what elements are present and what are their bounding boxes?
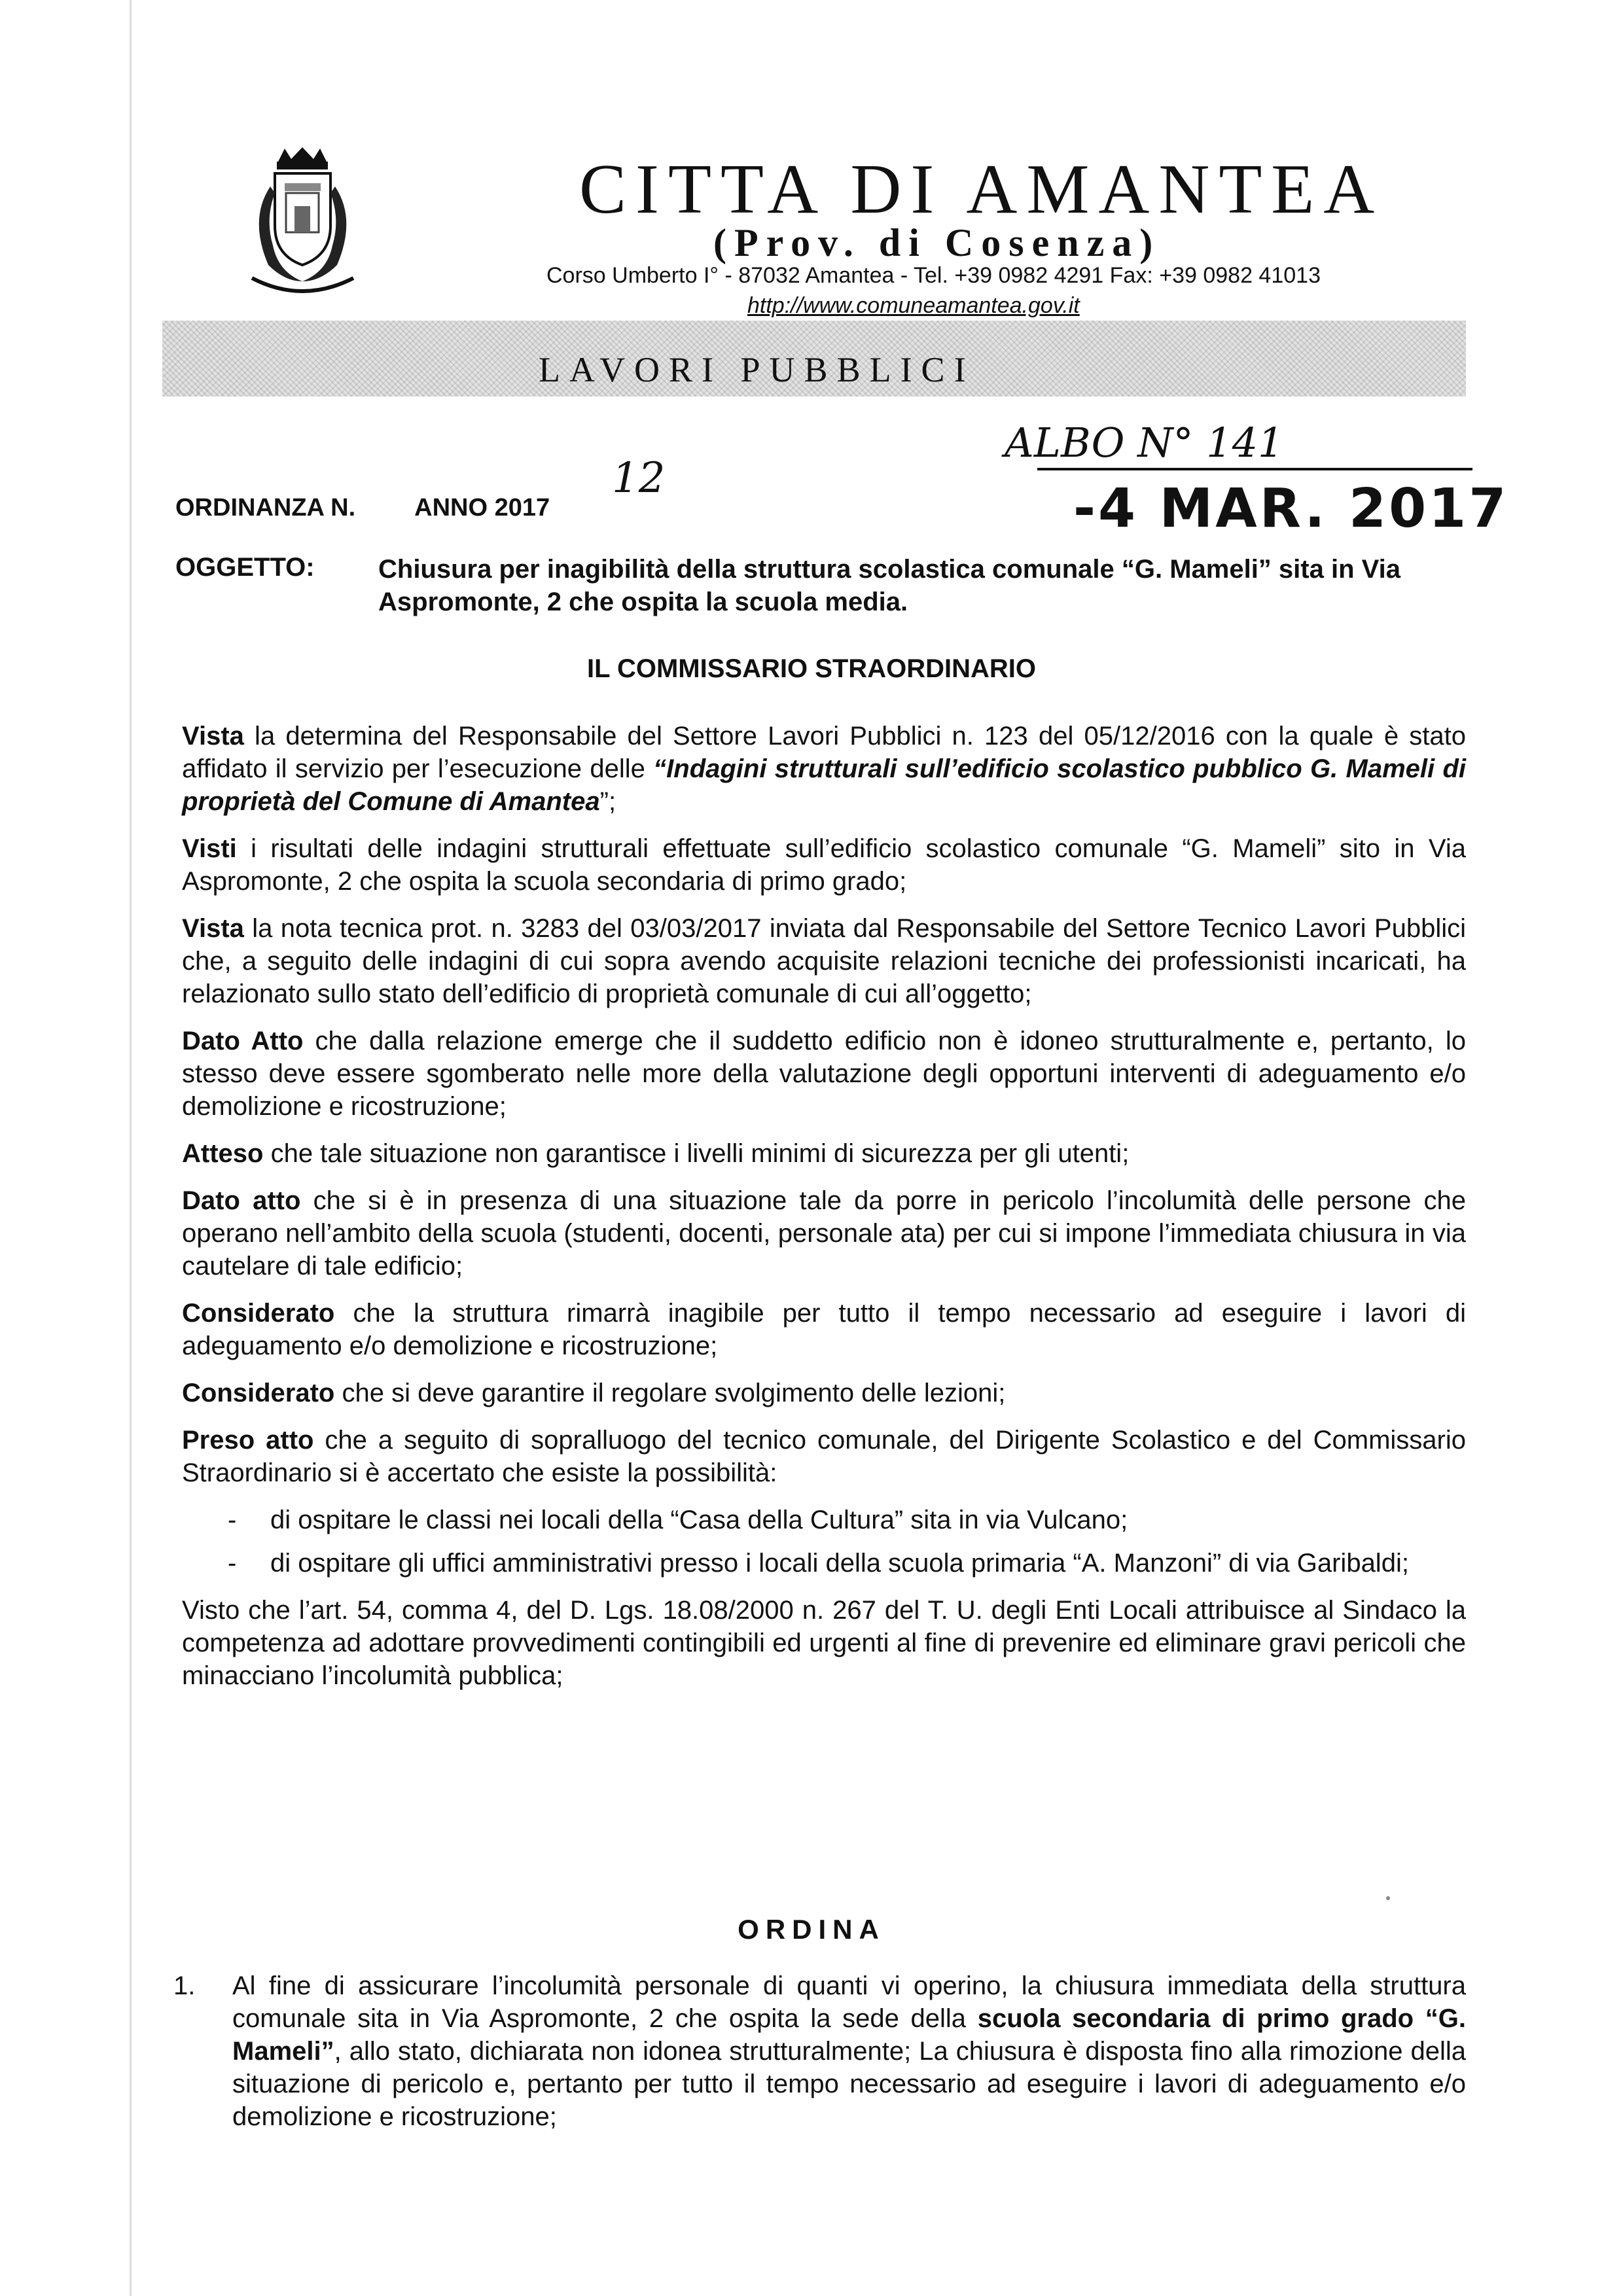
paragraph-considerato-lezioni: Considerato che si deve garantire il regolare svolgimento delle lezioni; (182, 1379, 1006, 1407)
paragraph-considerato-inagibile: Considerato che la struttura rimarrà inagibile per tutto il tempo necessario ad eseguire i lavori di adeguamento e/o demolizione e ricostruzione; (182, 1299, 1466, 1360)
letterhead (0, 0, 1623, 419)
document-body (182, 720, 1466, 1706)
options-list (182, 1504, 1466, 1580)
scan-speck (1386, 1896, 1390, 1900)
ordinance-prefix: ORDINANZA N. (175, 494, 356, 521)
website-link[interactable]: http://www.comuneamantea.gov.it (747, 293, 1080, 318)
contact-address: Corso Umberto I° - 87032 Amantea - Tel. +39 0982 4291 Fax: +39 0982 41013 (546, 263, 1321, 288)
order-heading: ORDINA (738, 1914, 885, 1945)
paragraph-preso-atto: Preso atto che a seguito di sopralluogo del tecnico comunale, del Dirigente Scolastico e del Commissario Straordinario si è accertato che esiste la possibilità: (182, 1426, 1467, 1487)
list-item: - di ospitare gli uffici amministrativi presso i locali della scuola primaria “A. Manzoni” di via Garibaldi; (228, 1549, 1409, 1578)
date-stamp: -4 MAR. 2017 (1073, 478, 1509, 540)
paragraph-atteso: Atteso che tale situazione non garantisce i livelli minimi di sicurezza per gli utenti; (182, 1139, 1130, 1168)
handwritten-ordinance-number: 12 (612, 454, 666, 503)
list-item: - di ospitare le classi nei locali della “Casa della Cultura” sita in via Vulcano; (228, 1506, 1128, 1534)
authority-heading: IL COMMISSARIO STRAORDINARIO (587, 654, 1036, 683)
paragraph-vista-nota: Vista la nota tecnica prot. n. 3283 del 03/03/2017 inviata dal Responsabile del Settore Tecnico Lavori Pubblici che, a seguito delle indagini di cui sopra avendo acquisite relazioni tecniche dei professionisti incaricati, ha relazionato sullo stato dell’edificio di proprietà comunale di cui all’oggetto; (182, 914, 1466, 1008)
paragraph-dato-atto-pericolo: Dato atto che si è in presenza di una situazione tale da porre in pericolo l’incolumità delle persone che operano nell’ambito della scuola (studenti, docenti, personale ata) per cui si impone l’immediata chiusura in via cautelare di tale edificio; (182, 1186, 1466, 1280)
subject-text: Chiusura per inagibilità della struttura scolastica comunale “G. Mameli” sita in Via Aspromonte, 2 che ospita la scuola media. (378, 555, 1400, 616)
handwritten-underline (1037, 468, 1472, 470)
subject-label: OGGETTO: (175, 553, 315, 582)
paragraph-dato-atto-relazione: Dato Atto che dalla relazione emerge che il suddetto edificio non è idoneo strutturalmente e, pertanto, lo stesso deve essere sgomberato nelle more della valutazione degli opportuni interventi di adeguamento e/o demolizione e ricostruzione; (182, 1027, 1466, 1121)
department-label: LAVORI PUBBLICI (539, 350, 975, 389)
order-item-text: Al fine di assicurare l’incolumità personale di quanti vi operino, la chiusura immediata della struttura comunale sita in Via Aspromonte, 2 che ospita la sede della scuola secondaria di primo grado “G. Mameli”, allo stato, dichiarata non idonea strutturalmente; La chiusura è disposta fino alla rimozione della situazione di pericolo e, pertanto per tutto il tempo necessario ad eseguire i lavori di adeguamento e/o demolizione e ricostruzione; (232, 1971, 1466, 2131)
province-subtitle: (Prov. di Cosenza) (713, 221, 1161, 264)
order-item-1 (173, 1969, 1466, 2133)
ordinance-line (175, 494, 550, 522)
municipal-crest-icon (239, 147, 366, 298)
order-item-number: 1. (173, 1971, 196, 2000)
city-title: CITTA DI AMANTEA (579, 150, 1384, 228)
paragraph-visti-risultati: Visti i risultati delle indagini strutturali effettuate sull’edificio scolastico comunale “G. Mameli” sito in Via Aspromonte, 2 che ospita la scuola secondaria di primo grado; (182, 834, 1466, 896)
handwritten-albo-number: ALBO N° 141 (1005, 419, 1284, 467)
paragraph-visto-art54: Visto che l’art. 54, comma 4, del D. Lgs. 18.08/2000 n. 267 del T. U. degli Enti Locali attribuisce al Sindaco la competenza ad adottare provvedimenti contingibili ed urgenti al fine di prevenire ed eliminare gravi pericoli che minacciano l’incolumità pubblica; (182, 1596, 1466, 1690)
paragraph-vista-determina: Vista la determina del Responsabile del Settore Lavori Pubblici n. 123 del 05/12/2016 con la quale è stato affidato il servizio per l’esecuzione delle “Indagini strutturali sull’edificio scolastico pubblico G. Mameli di proprietà del Comune di Amantea”; (182, 722, 1466, 816)
ordinance-year: ANNO 2017 (414, 494, 550, 521)
